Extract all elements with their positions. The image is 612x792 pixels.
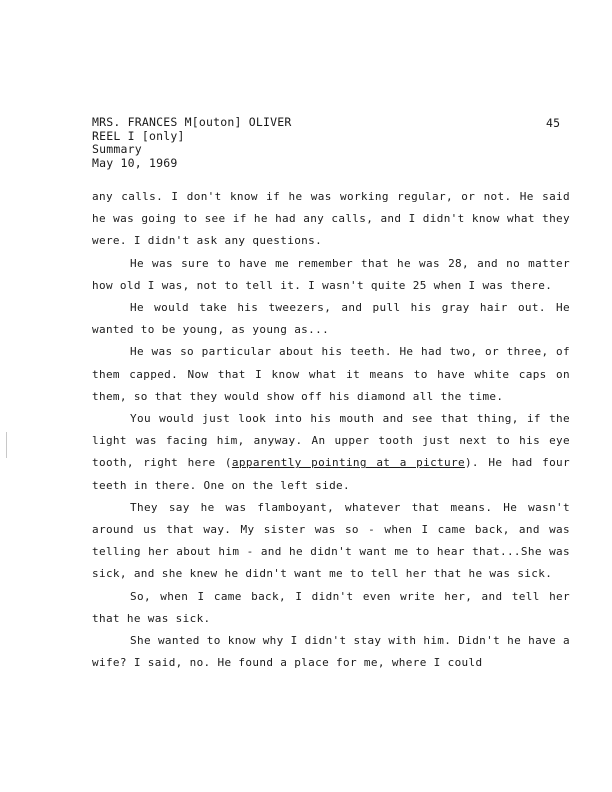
paragraph: They say he was flamboyant, whatever that means. He wasn't around us that way. My sister was so - when I came back, and was telling her about him - and he didn't want me to hear that...She was sick, and she knew he didn't want me to tell her that he was sick.: [92, 500, 570, 581]
document-header: [92, 116, 291, 170]
paragraph: He was so particular about his teeth. He had two, or three, of them capped. Now that I know what it means to have white caps on them, so that they would show off his diamond all the time.: [92, 345, 570, 403]
underlined-annotation: apparently pointing at a picture: [231, 456, 465, 470]
paragraph: He would take his tweezers, and pull his gray hair out. He wanted to be young, as young as...: [92, 301, 570, 337]
document-type: Summary: [92, 142, 142, 156]
paragraph: any calls. I don't know if he was working regular, or not. He said he was going to see if he had any calls, and I didn't know what they were. I didn't ask any questions.: [92, 190, 570, 248]
paragraph-text: You would just look into his mouth and see that thing, if the light was facing him, anyway. An upper tooth just next to his eye tooth, right here (: [92, 412, 570, 470]
margin-mark: [6, 432, 7, 458]
transcript-body: [92, 186, 570, 674]
paragraph: He was sure to have me remember that he was 28, and no matter how old I was, not to tell it. I wasn't quite 25 when I was there.: [92, 256, 570, 292]
paragraph: She wanted to know why I didn't stay with him. Didn't he have a wife? I said, no. He found a place for me, where I could: [92, 634, 570, 670]
paragraph: So, when I came back, I didn't even write her, and tell her that he was sick.: [92, 589, 570, 625]
paragraph-text: ). He had four teeth in there. One on the left side.: [92, 456, 570, 492]
reel-label: REEL I [only]: [92, 128, 185, 143]
page-number: 45: [546, 116, 561, 130]
interviewee-name: MRS. FRANCES M[outon] OLIVER: [92, 115, 292, 129]
interview-date: May 10, 1969: [92, 155, 178, 170]
paragraph: [92, 408, 570, 497]
